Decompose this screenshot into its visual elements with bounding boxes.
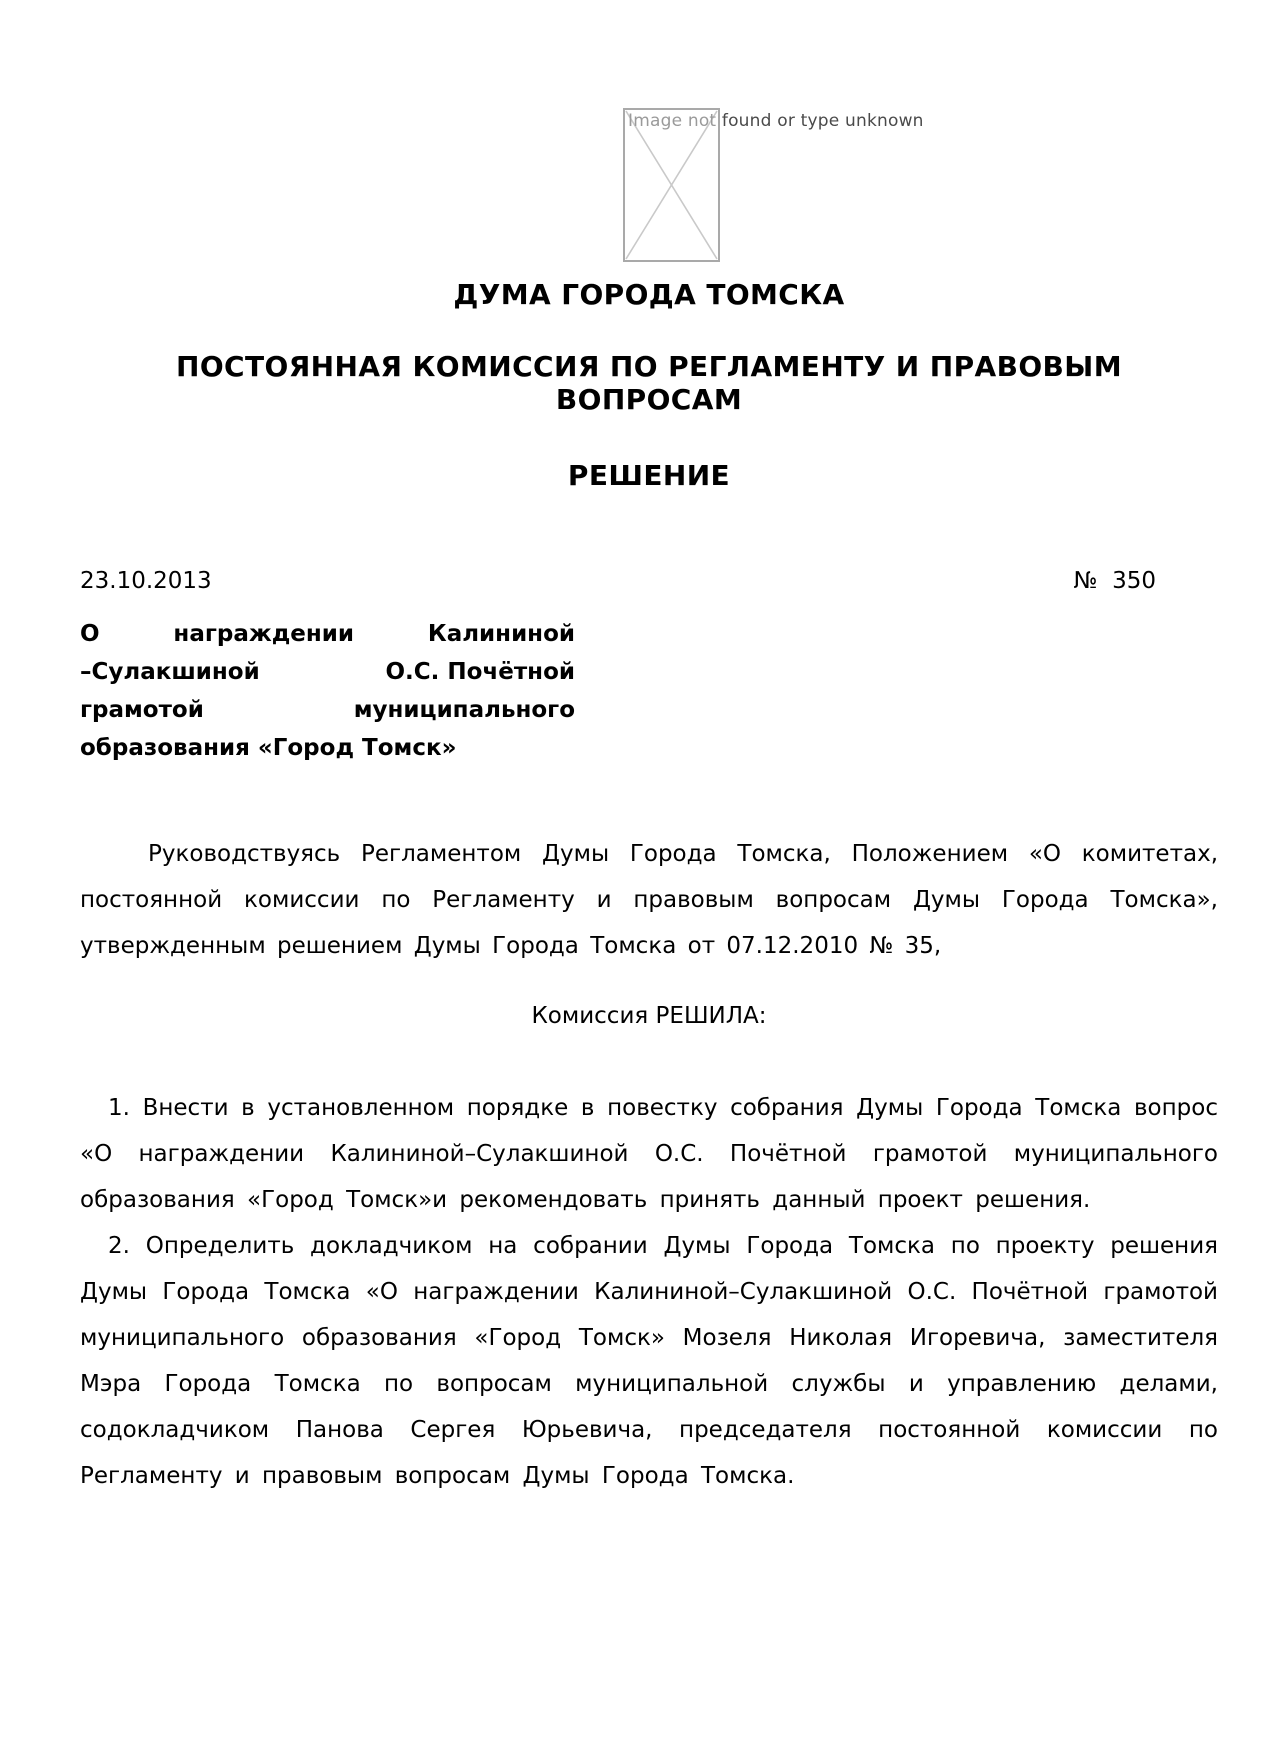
broken-image-placeholder: [623, 108, 924, 262]
subject-word: –Сулакшиной: [80, 659, 260, 685]
subject-word: награждении: [173, 621, 355, 647]
commission-title: ПОСТОЯННАЯ КОМИССИЯ ПО РЕГЛАМЕНТУ И ПРАВОВЫМ ВОПРОСАМ: [176, 350, 1122, 416]
subject-word: О: [80, 621, 100, 647]
subject-word: грамотой: [80, 697, 204, 723]
broken-image-alt-text-dark: found or type unknown: [721, 111, 924, 131]
subject-word: муниципального: [353, 697, 575, 723]
org-title: ДУМА ГОРОДА ТОМСКА: [453, 278, 845, 311]
doc-number: № 350: [1073, 568, 1156, 594]
subject-line: [80, 621, 575, 659]
document-page: [0, 108, 1275, 1499]
doc-type-title: РЕШЕНИЕ: [567, 459, 731, 492]
broken-image-alt-text: [628, 111, 924, 131]
subject-line: [80, 659, 575, 697]
subject-line: [80, 735, 575, 773]
subject-block: [80, 621, 575, 773]
doc-date: 23.10.2013: [80, 568, 212, 594]
subject-line: [80, 697, 575, 735]
subject-word: образования «Город Томск»: [80, 735, 457, 761]
meta-row: [80, 568, 1218, 594]
preamble-paragraph: Руководствуясь Регламентом Думы Города Томска, Положением «О комитетах, постоянной комиссии по Регламенту и правовым вопросам Думы Города Томска», утвержденным решением Думы Города Томска от 07.12.2010 № 35,: [80, 841, 1218, 959]
broken-image-icon: [623, 108, 720, 262]
subject-word: О.С. Почётной: [385, 659, 575, 685]
resolution-item-2: 2. Определить докладчиком на собрании Думы Города Томска по проекту решения Думы Города Томска «О награждении Калининой–Сулакшиной О.С. Почётной грамотой муниципального образования «Город Томск» Мозеля Николая Игоревича, заместителя Мэра Города Томска по вопросам муниципальной службы и управлению делами, содокладчиком Панова Сергея Юрьевича, председателя постоянной комиссии по Регламенту и правовым вопросам Думы Города Томска.: [80, 1233, 1218, 1489]
resolution-heading: Комиссия РЕШИЛА:: [531, 1003, 767, 1029]
broken-image-alt-text-light: Image not: [628, 111, 722, 131]
resolution-item-1: 1. Внести в установленном порядке в повестку собрания Думы Города Томска вопрос «О награждении Калининой–Сулакшиной О.С. Почётной грамотой муниципального образования «Город Томск»и рекомендовать принять данный проект решения.: [80, 1095, 1218, 1213]
subject-word: Калининой: [427, 621, 575, 647]
broken-image-cross-icon: [625, 110, 718, 260]
